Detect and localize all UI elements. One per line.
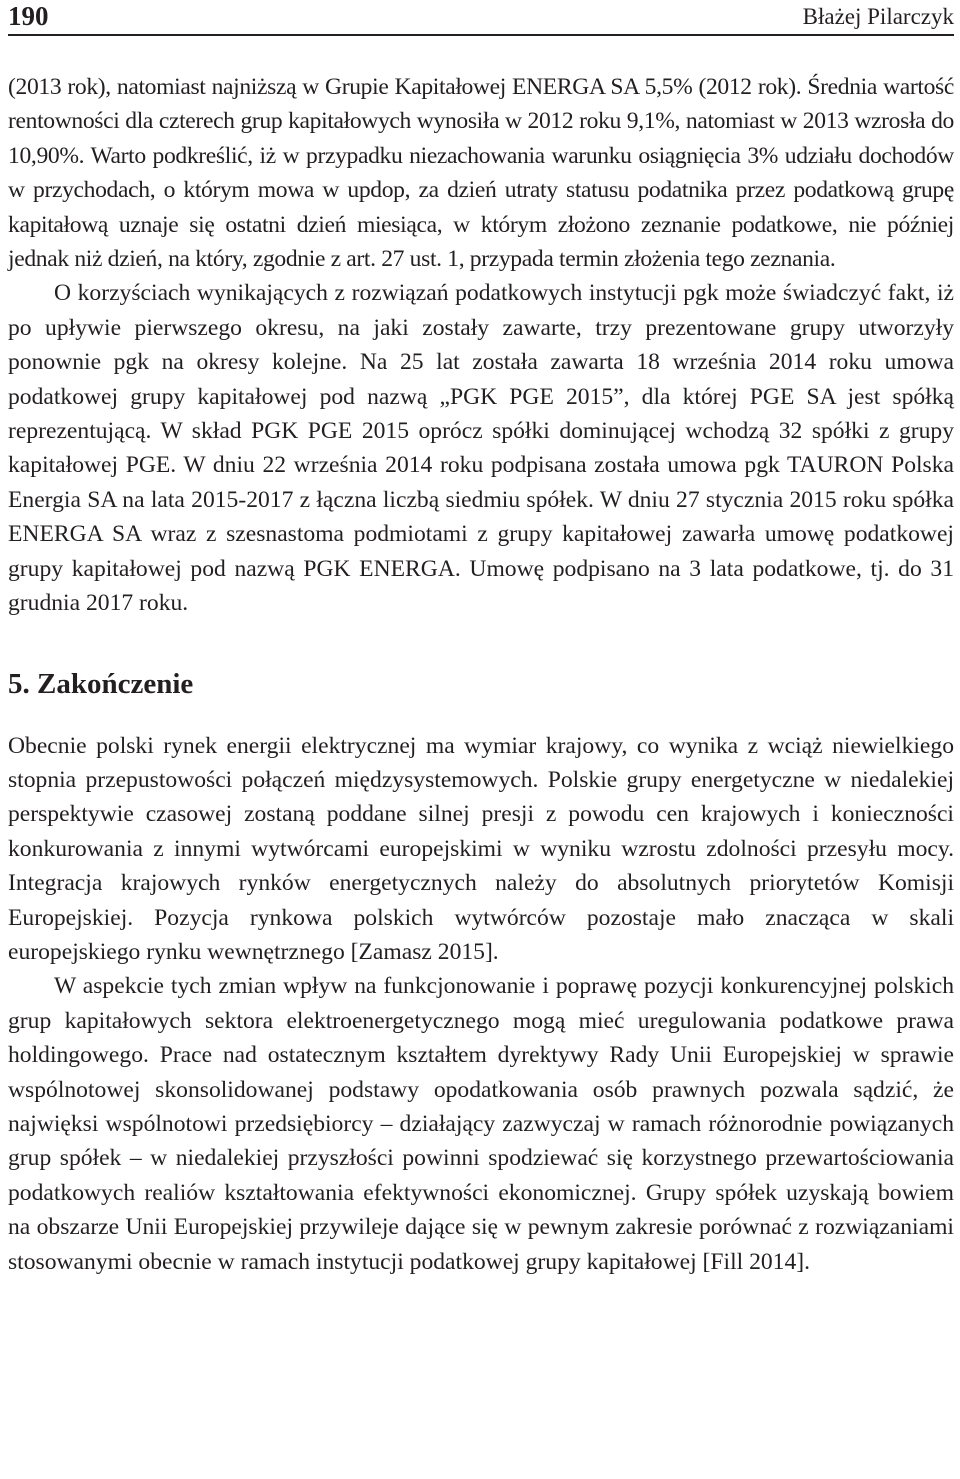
- paragraph-rentownosc: (2013 rok), natomiast najniższą w Grupie Kapitałowej ENERGA SA 5,5% (2012 rok). Średnia wartość rentowności dla czterech grup kapitałowych wynosiła w 2012 roku 9,1%, natomiast w 2013 wzrosła do 10,90%. Warto podkreślić, iż w przypadku niezachowania warunku osiągnięcia 3% udziału dochodów w przychodach, o którym mowa w updop, za dzień utraty statusu podatnika przez podatkową grupę kapitałową uznaje się ostatni dzień miesiąca, w którym złożono zeznanie podatkowe, nie później jednak niż dzień, na który, zgodnie z art. 27 ust. 1, przypada termin złożenia tego zeznania.: [8, 74, 954, 273]
- section-heading-zakonczenie: 5. Zakończenie: [8, 667, 194, 700]
- section-4-continuation: [8, 70, 954, 621]
- paragraph-aspekt-zmian: W aspekcie tych zmian wpływ na funkcjonowanie i poprawę pozycji konkurencyjnej polskich grup kapitałowych sektora elektroenergetycznego mogą mieć uregulowania podatkowe prawa holdingowego. Prace nad ostatecznym kształtem dyrektywy Rady Unii Europejskiej w sprawie wspólnotowej skonsolidowanej podstawy opodatkowania osób prawnych pozwala sądzić, że najwięksi wspólnotowi przedsiębiorcy – działający zazwyczaj w ramach różnorodnie powiązanych grup spółek – w niedalekiej przyszłości powinni spodziewać się korzystnego przewartościowania podatkowych realiów kształtowania efektywności ekonomicznej. Grupy spółek uzyskają bowiem na obszarze Unii Europejskiej przywileje dające się w pewnym zakresie porównać z rozwiązaniami stosowanymi obecnie w ramach instytucji podatkowej grupy kapitałowej [Fill 2014].: [8, 973, 954, 1275]
- paragraph-rynek-energii: Obecnie polski rynek energii elektrycznej ma wymiar krajowy, co wynika z wciąż niewielkiego stopnia przepustowości połączeń międzysystemowych. Polskie grupy energetyczne w niedalekiej perspektywie czasowej zostaną poddane silnej presji z powodu cen krajowych i konieczności konkurowania z innymi wytwórcami europejskimi w wyniku wzrostu zdolności przesyłu mocy. Integracja krajowych rynków energetycznych należy do absolutnych priorytetów Komisji Europejskiej. Pozycja rynkowa polskich wytwórców pozostaje mało znacząca w skali europejskiego rynku wewnętrznego [Zamasz 2015].: [8, 732, 954, 965]
- paragraph-korzysci-pgk: O korzyściach wynikających z rozwiązań podatkowych instytucji pgk może świadczyć fakt, iż po upływie pierwszego okresu, na jaki zostały zawarte, trzy prezentowane grupy utworzyły ponownie pgk na okresy kolejne. Na 25 lat została zawarta 18 września 2014 roku umowa podatkowej grupy kapitałowej pod nazwą „PGK PGE 2015”, dla której PGE SA jest spółką reprezentującą. W skład PGK PGE 2015 oprócz spółki dominującej wchodzą 32 spółki z grupy kapitałowej PGE. W dniu 22 września 2014 roku podpisana została umowa pgk TAURON Polska Energia SA na lata 2015-2017 z łączna liczbą siedmiu spółek. W dniu 27 stycznia 2015 roku spółka ENERGA SA wraz z szesnastoma podmiotami z grupy kapitałowej zawarła umowę podatkowej grupy kapitałowej pod nazwą PGK ENERGA. Umowę podpisano na 3 lata podatkowe, tj. do 31 grudnia 2017 roku.: [8, 280, 954, 617]
- page-number: 190: [8, 1, 49, 31]
- document-page: [8, 0, 954, 1279]
- section-5-body: [8, 729, 954, 1280]
- running-header-author: Błażej Pilarczyk: [802, 4, 954, 29]
- running-header: [8, 0, 954, 36]
